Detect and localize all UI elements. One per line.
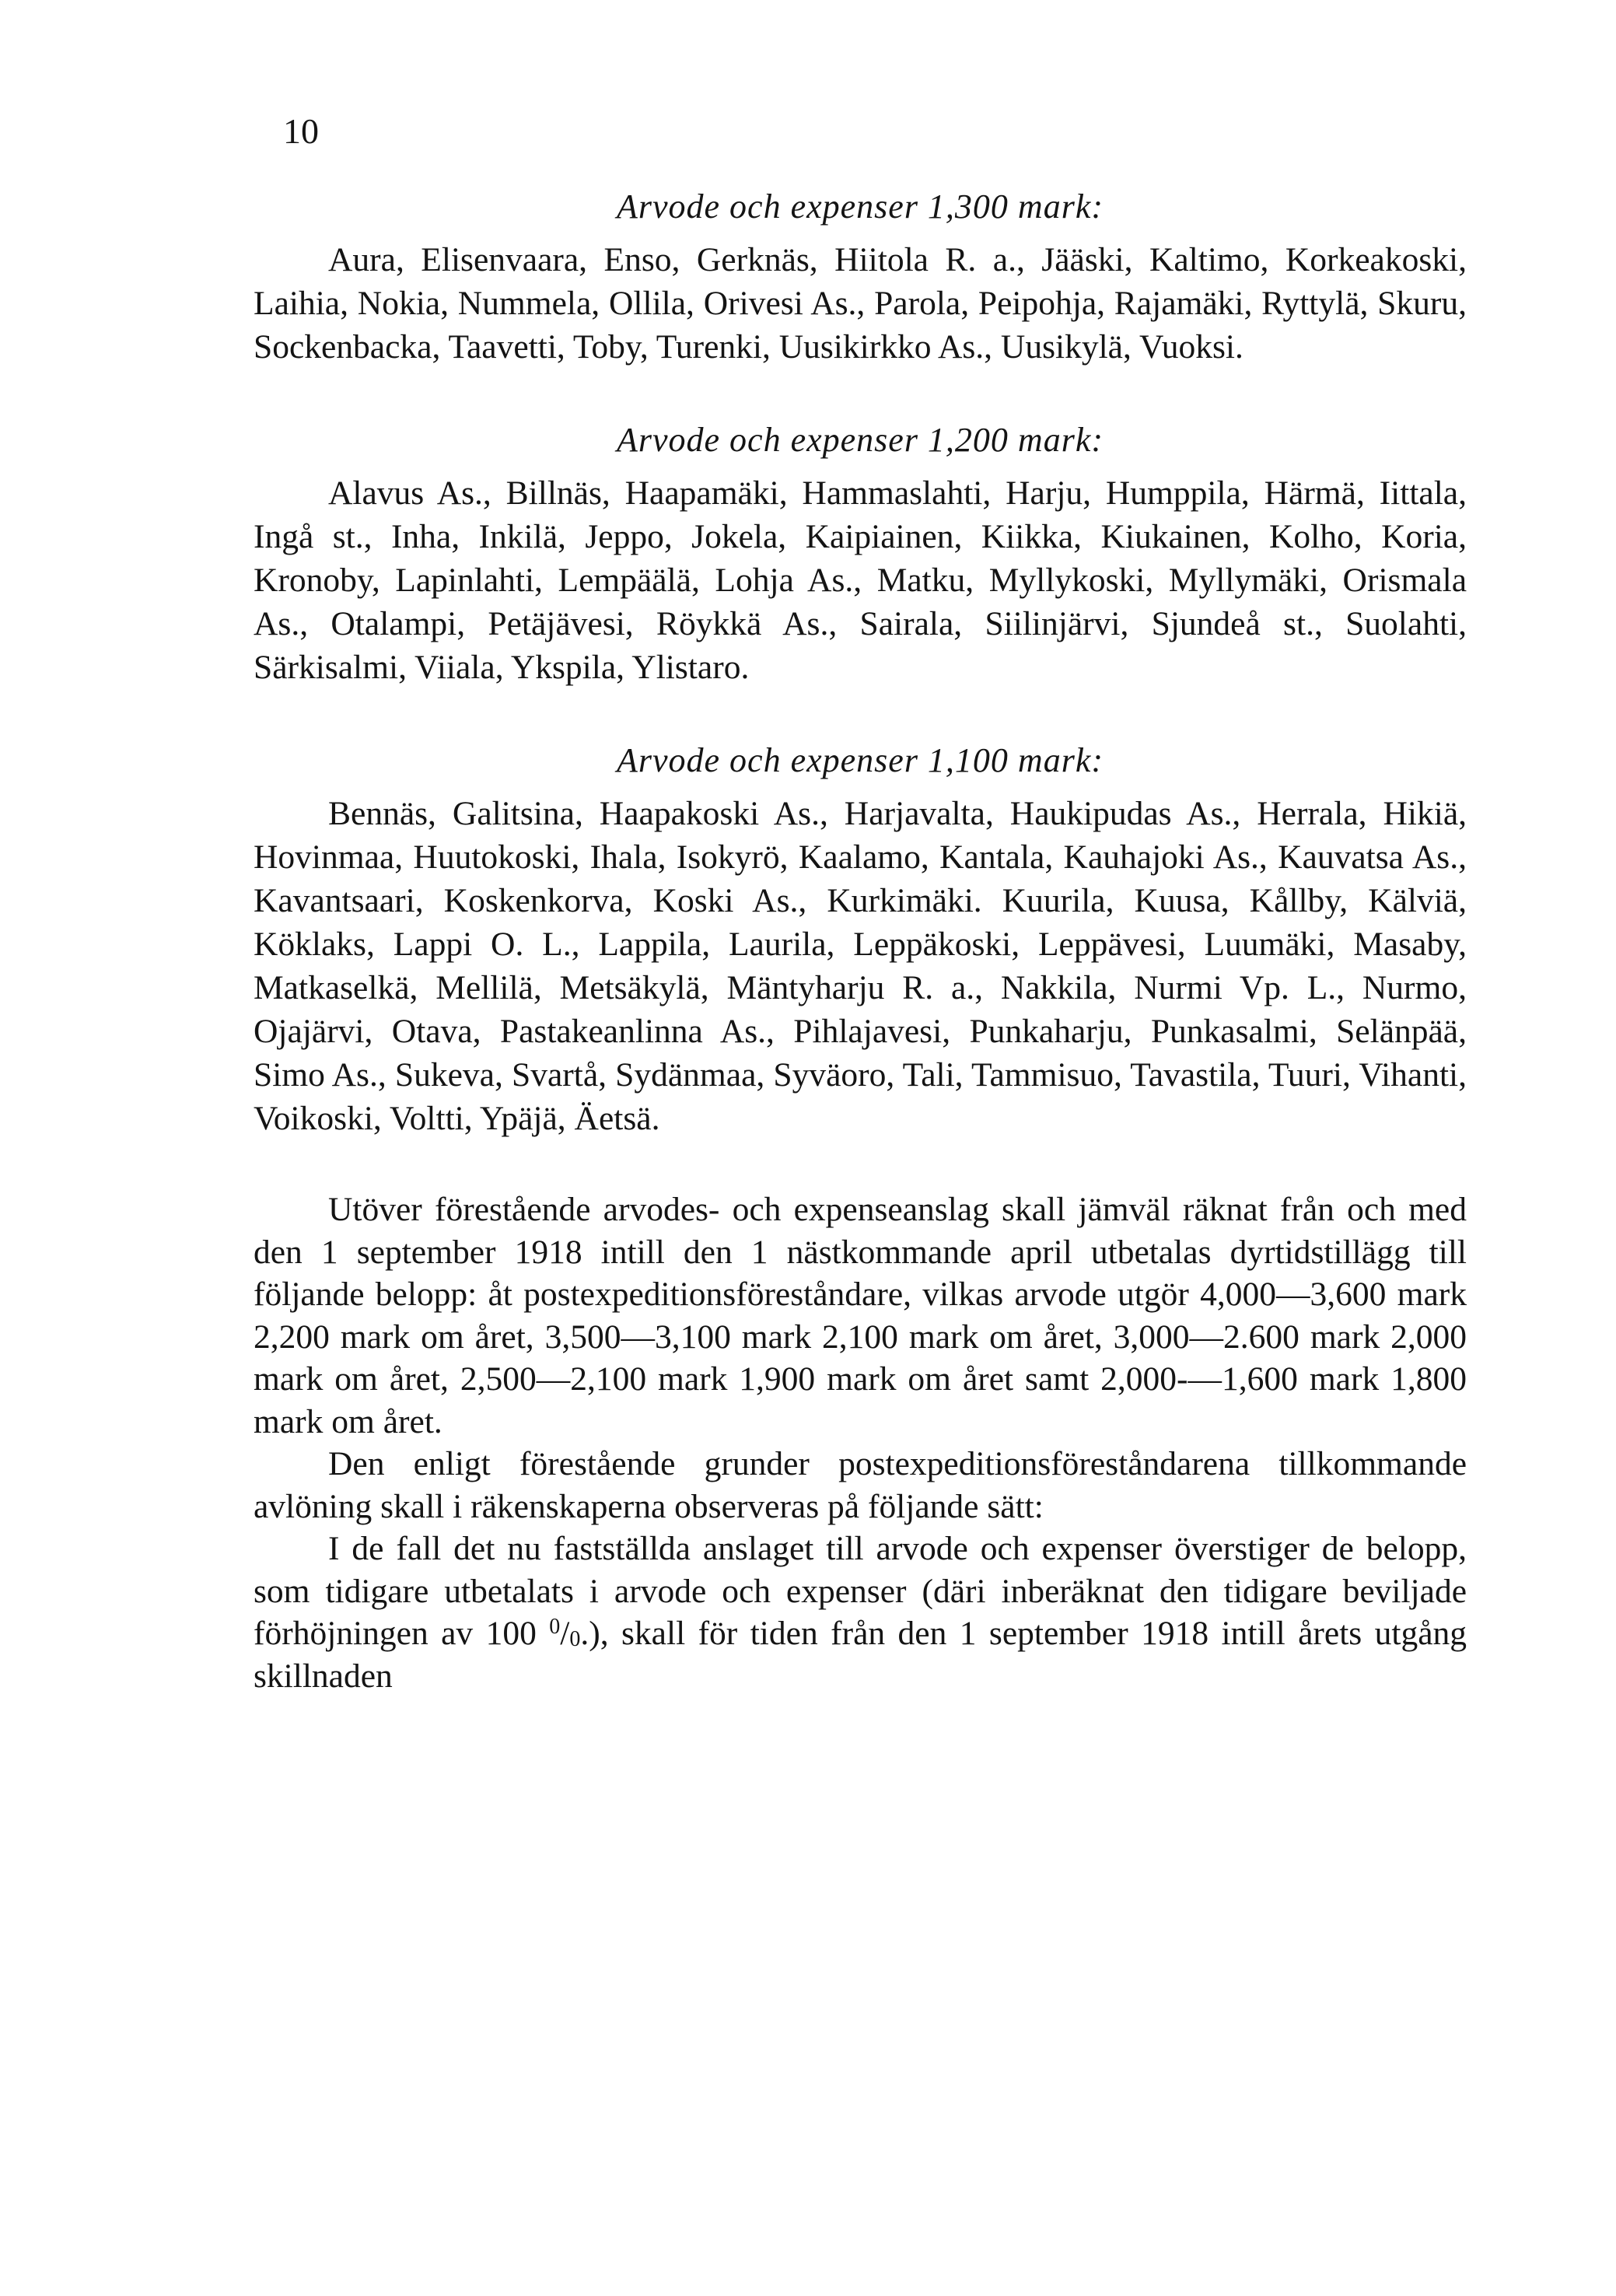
section-heading: Arvode och expenser 1,100 mark: — [616, 741, 1104, 779]
allocation-text-start: I de fall det nu fastställda anslaget till arvode och expenser överstiger de belopp, som tidigare utbetalats i arvode och expenser (däri inberäknat den tidigare beviljade förhöjningen av 100 — [254, 1530, 1467, 1652]
fee-section-1200 — [254, 417, 1467, 689]
percent-slash: / — [560, 1615, 570, 1652]
page-content — [254, 184, 1467, 1697]
section-heading: Arvode och expenser 1,200 mark: — [616, 421, 1104, 459]
percent-sup: 0 — [549, 1615, 561, 1639]
body-paragraph-salary: Den enligt förestående grunder postexpeditionsföreståndarena tillkommande avlöning skall i räkenskaperna observeras på följande sätt: — [254, 1445, 1467, 1525]
section-body: Bennäs, Galitsina, Haapakoski As., Harjavalta, Haukipudas As., Herrala, Hikiä, Hovinmaa, Huutokoski, Ihala, Isokyrö, Kaalamo, Kantala, Kauhajoki As., Kauvatsa As., Kavantsaari, Koskenkorva, Koski As., Kurkimäki. Kuurila, Kuusa, Kållby, Kälviä, Köklaks, Lappi O. L., Lappila, Laurila, Leppäkoski, Leppävesi, Luumäki, Masaby, Matkaselkä, Mellilä, Metsäkylä, Mäntyharju R. a., Nakkila, Nurmi Vp. L., Nurmo, Ojajärvi, Otava, Pastakeanlinna As., Pihlajavesi, Punkaharju, Punkasalmi, Selänpää, Simo As., Sukeva, Svartå, Sydänmaa, Syväoro, Tali, Tammisuo, Tavastila, Tuuri, Vihanti, Voikoski, Voltti, Ypäjä, Äetsä. — [254, 795, 1467, 1137]
allocation-text-end: .), skall för tiden från den 1 september 1918 intill årets utgång skillnaden — [254, 1615, 1467, 1695]
page-number: 10 — [283, 111, 319, 151]
section-heading: Arvode och expenser 1,300 mark: — [616, 187, 1104, 226]
fee-section-1300 — [254, 184, 1467, 369]
section-body: Alavus As., Billnäs, Haapamäki, Hammaslahti, Harju, Humppila, Härmä, Iittala, Ingå st., Inha, Inkilä, Jeppo, Jokela, Kaipiainen, Kiikka, Kiukainen, Kolho, Koria, Kronoby, Lapinlahti, Lempäälä, Lohja As., Matku, Myllykoski, Myllymäki, Orismala As., Otalampi, Petäjävesi, Röykkä As., Sairala, Siilinjärvi, Sjundeå st., Suolahti, Särkisalmi, Viiala, Ykspila, Ylistaro. — [254, 474, 1467, 686]
body-paragraph-allocation — [254, 1528, 1467, 1697]
section-body: Aura, Elisenvaara, Enso, Gerknäs, Hiitola R. a., Jääski, Kaltimo, Korkeakoski, Laihia, Nokia, Nummela, Ollila, Orivesi As., Parola, Peipohja, Rajamäki, Ryttylä, Skuru, Sockenbacka, Taavetti, Toby, Turenki, Uusikirkko As., Uusikylä, Vuoksi. — [254, 241, 1467, 366]
body-paragraph-cost-of-living: Utöver förestående arvodes- och expenseanslag skall jämväl räknat från och med den 1 september 1918 intill den 1 nästkommande april utbetalas dyrtidstillägg till följande belopp: åt postexpeditionsföreståndare, vilkas arvode utgör 4,000—3,600 mark 2,200 mark om året, 3,500—3,100 mark 2,100 mark om året, 3,000—2.600 mark 2,000 mark om året, 2,500—2,100 mark 1,900 mark om året samt 2,000-—1,600 mark 1,800 mark om året. — [254, 1191, 1467, 1440]
fee-section-1100 — [254, 737, 1467, 1140]
percent-sub: 0 — [569, 1627, 581, 1651]
percent-sign — [549, 1615, 580, 1652]
